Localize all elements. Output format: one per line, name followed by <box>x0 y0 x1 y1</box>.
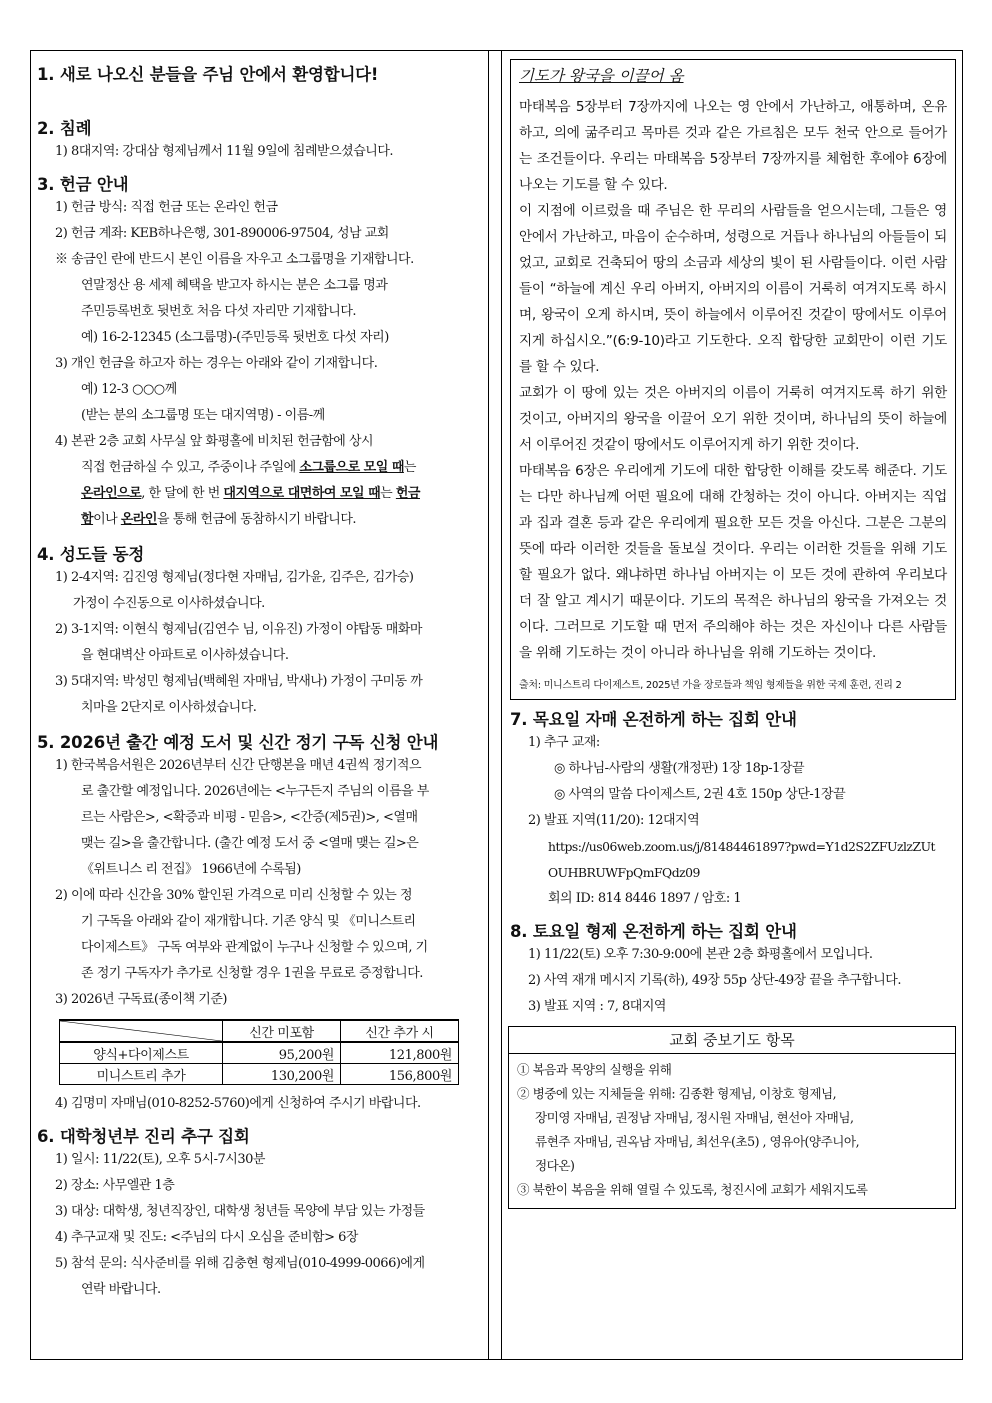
table-cell: 156,800원 <box>341 1064 459 1085</box>
emphasis-text: 헌금 <box>395 486 420 501</box>
offering-line <box>37 481 482 507</box>
members-line: 을 현대벽산 아파트로 이사하셨습니다. <box>81 648 289 663</box>
books-line: 4) 김명미 자매님(010-8252-5760)에게 신청하여 주시기 바랍니다. <box>55 1096 421 1111</box>
devotional-paragraph: 마태복음 5장부터 7장까지에 나오는 영 안에서 가난하고, 애통하며, 온유하고, 의에 굶주리고 목마른 것과 같은 가르침은 모두 천국 안으로 들어가는 조건들이다. 우리는 마태복음 5장부터 7장까지를 체험한 후에야 6장에 나오는 기도를 할 수 있다. <box>519 99 947 193</box>
offering-line: 2) 헌금 계좌: KEB하나은행, 301-890006-97504, 성남 교회 <box>55 226 389 241</box>
zoom-meeting-id: 회의 ID: 814 8446 1897 / 암호: 1 <box>548 891 742 906</box>
brothers-line: 1) 11/22(토) 오후 7:30-9:00에 본관 2층 화평홀에서 모입니다. <box>528 947 873 962</box>
section-sisters-title: 7. 목요일 자매 온전하게 하는 집회 안내 <box>510 710 797 729</box>
members-line: 1) 2-4지역: 김진영 형제님(정다현 자매님, 김가윤, 김주은, 김가승) <box>55 570 414 585</box>
section-offering-title: 3. 헌금 안내 <box>37 175 129 194</box>
baptism-line: 1) 8대지역: 강대삼 형제님께서 11월 9일에 침례받으셨습니다. <box>55 144 394 159</box>
members-line: 가정이 수진동으로 이사하셨습니다. <box>73 596 265 611</box>
offering-line: 연말정산 용 세제 혜택을 받고자 하시는 분은 소그룹 명과 <box>81 278 388 293</box>
table-cell: 121,800원 <box>341 1042 459 1064</box>
table-row <box>60 1042 459 1064</box>
offering-line: 3) 개인 헌금을 하고자 하는 경우는 아래와 같이 기재합니다. <box>55 356 378 371</box>
members-line: 치마을 2단지로 이사하셨습니다. <box>81 700 257 715</box>
section-youth-title: 6. 대학청년부 진리 추구 집회 <box>37 1127 250 1146</box>
books-line: 1) 한국복음서원은 2026년부터 신간 단행본을 매년 4권씩 정기적으 <box>55 758 422 773</box>
section-brothers-title: 8. 토요일 형제 온전하게 하는 집회 안내 <box>510 922 797 941</box>
offering-line: 주민등록번호 뒷번호 처음 다섯 자리만 기재합니다. <box>81 304 357 319</box>
books-line: 맺는 길>을 출간합니다. (출간 예정 도서 중 <열매 맺는 길>은 <box>81 836 419 851</box>
intercession-title: 교회 중보기도 항목 <box>509 1027 955 1054</box>
offering-text: 는 <box>380 486 396 501</box>
offering-text: 직접 헌금하실 수 있고, 주중이나 주일에 <box>81 460 300 475</box>
devotional-paragraph: 이 지점에 이르렀을 때 주님은 한 무리의 사람들을 얻으시는데, 그들은 영 안에서 가난하고, 마음이 순수하며, 성령으로 거듭나 하나님의 아들들이 되었고, 교회로 건축되어 땅의 소금과 세상의 빛이 된 사람들이다. 이런 사람들이 “하늘에 계신 우리 아버지, 아버지의 이름이 거룩히 여겨지도록 하시며, 왕국이 오게 하시며, 뜻이 하늘에서 이루어진 것같이 땅에서도 이루어지게 하십시오.”(6:9-10)라고 기도한다. 오직 합당한 교회만이 이런 기도를 할 수 있다. <box>519 203 947 375</box>
subscription-fee-table <box>59 1019 459 1085</box>
emphasis-text: 온라인 <box>120 512 157 527</box>
sisters-line: 2) 발표 지역(11/20): 12대지역 <box>528 813 700 828</box>
table-cell: 130,200원 <box>223 1064 341 1085</box>
intercession-line: ③ 북한이 복음을 위해 열릴 수 있도록, 청진시에 교회가 세워지도록 <box>517 1182 868 1197</box>
section-books-title: 5. 2026년 출간 예정 도서 및 신간 정기 구독 신청 안내 <box>37 733 439 752</box>
table-header-cell: 신간 추가 시 <box>341 1020 459 1042</box>
offering-text: , 한 달에 한 번 <box>141 486 224 501</box>
offering-line: 예) 16-2-12345 (소그룹명)-(주민등록 뒷번호 다섯 자리) <box>81 330 389 345</box>
offering-line: 예) 12-3 ○○○께 <box>81 382 177 397</box>
books-line: 르는 사람은>, <확증과 비평 - 믿음>, <간증(제5권)>, <열매 <box>81 810 418 825</box>
section-welcome-title: 1. 새로 나오신 분들을 주님 안에서 환영합니다! <box>37 65 379 84</box>
section-baptism-title: 2. 침례 <box>37 119 92 138</box>
devotional-body <box>519 94 947 666</box>
table-row <box>60 1064 459 1085</box>
members-line: 2) 3-1지역: 이현식 형제님(김연수 님, 이유진) 가정이 야탑동 매화마 <box>55 622 422 637</box>
offering-line: (받는 분의 소그룹명 또는 대지역명) - 이름-께 <box>81 408 325 423</box>
zoom-link[interactable]: https://us06web.zoom.us/j/81484461897?pwd=Y1d2S2ZFUzlzZUt <box>548 839 935 854</box>
intercession-line: 정다온) <box>535 1158 575 1173</box>
intercession-box <box>508 1026 956 1209</box>
books-line: 다이제스트》 구독 여부와 관계없이 누구나 신청할 수 있으며, 기 <box>81 940 428 955</box>
devotional-paragraph: 마태복음 6장은 우리에게 기도에 대한 합당한 이해를 갖도록 해준다. 기도는 다만 하나님께 어떤 필요에 대해 간청하는 것이 아니다. 아버지는 직업과 집과 결혼 등과 같은 우리에게 필요한 모든 것을 아신다. 그분은 그분의 뜻에 따라 이러한 것들을 돌보실 것이다. 우리는 이러한 것들을 위해 기도할 필요가 없다. 왜냐하면 하나님 아버지는 이 모든 것에 관하여 우리보다 더 잘 알고 계시기 때문이다. 기도의 목적은 하나님의 왕국을 가져오는 것이다. 그러므로 기도할 때 먼저 주의해야 하는 것은 자신이나 다른 사람들을 위해 기도하는 것이 아니라 하나님을 위해 기도하는 것이다. <box>519 463 947 661</box>
offering-line: ※ 송금인 란에 반드시 본인 이름을 자우고 소그룹명을 기재합니다. <box>55 252 414 267</box>
brothers-line: 3) 발표 지역 : 7, 8대지역 <box>528 999 666 1014</box>
offering-line <box>37 455 482 481</box>
emphasis-text: 대지역으로 대면하여 모일 때 <box>223 486 381 501</box>
offering-text: 이나 <box>93 512 121 527</box>
devotional-box <box>510 59 956 700</box>
table-header-cell: 신간 미포함 <box>223 1020 341 1042</box>
intercession-line: 장미영 자매님, 권정남 자매님, 정시원 자매님, 현선아 자매님, <box>535 1110 854 1125</box>
right-column <box>501 51 964 1359</box>
table-cell: 95,200원 <box>223 1042 341 1064</box>
members-line: 3) 5대지역: 박성민 형제님(백혜원 자매님, 박새나) 가정이 구미동 까 <box>55 674 423 689</box>
intercession-line: ① 복음과 목양의 실행을 위해 <box>517 1062 672 1077</box>
offering-text: 는 <box>403 460 416 475</box>
intercession-line: 류현주 자매님, 권옥남 자매님, 최선우(초5) , 영유아(양주니아, <box>535 1134 860 1149</box>
sisters-line: 1) 추구 교재: <box>528 735 600 750</box>
books-line: 2) 이에 따라 신간을 30% 할인된 가격으로 미리 신청할 수 있는 정 <box>55 888 413 903</box>
youth-line: 2) 장소: 사무엘관 1층 <box>55 1178 175 1193</box>
table-cell: 양식+다이제스트 <box>60 1042 223 1064</box>
emphasis-text: 소그룹으로 모일 때 <box>299 460 404 475</box>
offering-line: 1) 헌금 방식: 직접 헌금 또는 온라인 헌금 <box>55 200 278 215</box>
devotional-source: 출처: 미니스트리 다이제스트, 2025년 가을 장로들과 책임 형제들을 위한 국제 훈련, 진리 2 <box>519 680 902 691</box>
table-header-row <box>60 1020 459 1042</box>
brothers-line: 2) 사역 재개 메시지 기록(하), 49장 55p 상단-49장 끝을 추구합니다. <box>528 973 902 988</box>
table-cell: 미니스트리 추가 <box>60 1064 223 1085</box>
youth-line: 5) 참석 문의: 식사준비를 위해 김충현 형제님(010-4999-0066)에게 <box>55 1256 425 1271</box>
books-line: 기 구독을 아래와 같이 재개합니다. 기존 양식 및 《미니스트리 <box>81 914 416 929</box>
sisters-line: ◎ 사역의 말씀 다이제스트, 2권 4호 150p 상단-1장끝 <box>554 787 846 802</box>
left-column <box>31 51 489 1359</box>
offering-line: 4) 본관 2층 교회 사무실 앞 화평홀에 비치된 헌금함에 상시 <box>55 434 374 449</box>
offering-text: 을 통해 헌금에 동참하시기 바랍니다. <box>157 512 357 527</box>
section-members-title: 4. 성도들 동정 <box>37 545 145 564</box>
books-line: 《위트니스 리 전집》 1966년에 수록됨) <box>81 862 301 877</box>
youth-line: 연락 바랍니다. <box>81 1282 161 1297</box>
devotional-title: 기도가 왕국을 이끌어 옴 <box>519 67 684 85</box>
table-header-cell-diagonal <box>60 1020 223 1042</box>
emphasis-text: 온라인으로 <box>81 486 142 501</box>
youth-line: 1) 일시: 11/22(토), 오후 5시-7시30분 <box>55 1152 265 1167</box>
emphasis-text: 함 <box>81 512 94 527</box>
zoom-link[interactable]: OUHBRUWFpQmFQdz09 <box>548 865 700 880</box>
intercession-line: ② 병중에 있는 지체들을 위해: 김종환 형제님, 이창호 형제님, <box>517 1086 837 1101</box>
bulletin-frame <box>30 50 963 1360</box>
youth-line: 4) 추구교재 및 진도: <주님의 다시 오심을 준비함> 6장 <box>55 1230 358 1245</box>
books-line: 로 출간할 예정입니다. 2026년에는 <누구든지 주님의 이름을 부 <box>81 784 429 799</box>
books-line: 존 정기 구독자가 추가로 신청할 경우 1권을 무료로 증정합니다. <box>81 966 423 981</box>
youth-line: 3) 대상: 대학생, 청년직장인, 대학생 청년들 목양에 부담 있는 가정들 <box>55 1204 425 1219</box>
diagonal-line-icon <box>60 1021 222 1041</box>
books-line: 3) 2026년 구독료(종이책 기준) <box>55 992 227 1007</box>
sisters-line: ◎ 하나님-사람의 생활(개정판) 1장 18p-1장끝 <box>554 761 805 776</box>
devotional-paragraph: 교회가 이 땅에 있는 것은 아버지의 이름이 거룩히 여겨지도록 하기 위한 것이고, 아버지의 왕국을 이끌어 오기 위한 것이며, 하나님의 뜻이 하늘에서 이루어진 것같이 땅에서도 이루어지게 하기 위한 것이다. <box>519 385 947 453</box>
offering-line <box>37 507 482 533</box>
